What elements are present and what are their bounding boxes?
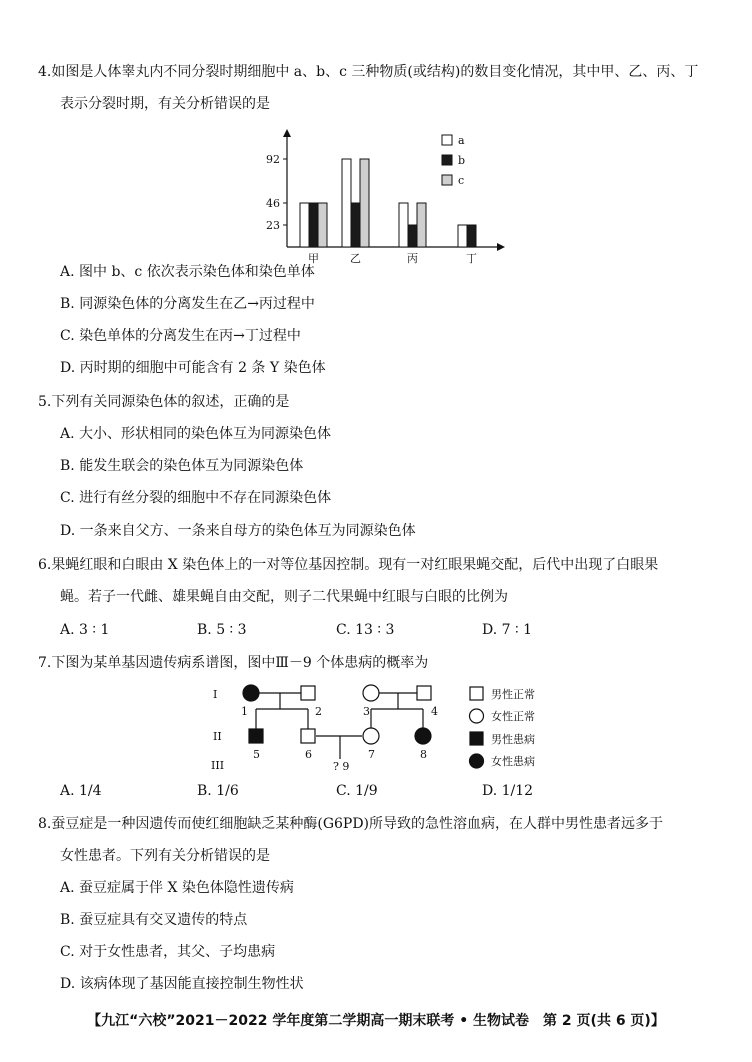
x-tick-label: 甲 — [308, 252, 319, 265]
gen-label-III: III — [211, 759, 225, 772]
legend-normal-female: 女性正常 — [491, 710, 535, 723]
q6-option-a: A. 3 ∶ 1 — [60, 622, 110, 638]
q7-option-b: B. 1/6 — [197, 783, 239, 799]
bar-chart — [260, 125, 520, 265]
bar-b-丁 — [467, 225, 476, 247]
legend-affected-female-symbol — [470, 754, 484, 768]
id-1: 1 — [241, 705, 248, 718]
q5-option-c: C. 进行有丝分裂的细胞中不存在同源染色体 — [60, 490, 332, 506]
q4-option-d: D. 丙时期的细胞中可能含有 2 条 Y 染色体 — [60, 360, 326, 376]
legend-swatch-c — [442, 175, 452, 185]
q6-option-d: D. 7 ∶ 1 — [482, 622, 532, 638]
x-axis-arrow — [497, 243, 505, 251]
bar-c-丙 — [417, 203, 426, 247]
legend-affected-female: 女性患病 — [491, 755, 535, 768]
legend-label-a: a — [458, 134, 465, 147]
q8-option-a: A. 蚕豆症属于伴 X 染色体隐性遗传病 — [60, 880, 294, 896]
gen-label-I: I — [213, 688, 218, 701]
id-3: 3 — [363, 705, 370, 718]
legend-label-c: c — [458, 174, 465, 187]
q4-option-c: C. 染色单体的分离发生在丙→丁过程中 — [60, 328, 301, 344]
legend-swatch-a — [442, 135, 452, 145]
legend-affected-male: 男性患病 — [491, 733, 535, 746]
y-tick-label: 92 — [266, 153, 280, 166]
bar-b-丙 — [408, 225, 417, 247]
bar-b-乙 — [351, 203, 360, 247]
q8-option-c: C. 对于女性患者，其父、子均患病 — [60, 944, 276, 960]
individual-4-normal-male — [417, 686, 431, 700]
individual-3-normal-female — [363, 685, 379, 701]
legend-label-b: b — [458, 154, 466, 167]
id-9: ? 9 — [333, 760, 350, 773]
id-8: 8 — [420, 748, 427, 761]
individual-7-normal-female — [363, 728, 379, 744]
q6-option-b: B. 5 ∶ 3 — [197, 622, 247, 638]
q6-stem-line1: 6.果蝇红眼和白眼由 X 染色体上的一对等位基因控制。现有一对红眼果蝇交配，后代中出现了白眼果 — [38, 557, 659, 573]
id-4: 4 — [431, 705, 438, 718]
legend-normal-male: 男性正常 — [491, 688, 535, 701]
q7-option-a: A. 1/4 — [60, 783, 102, 799]
x-tick-label: 乙 — [350, 252, 361, 265]
q7-option-c: C. 1/9 — [336, 783, 378, 799]
q4-option-a: A. 图中 b、c 依次表示染色体和染色单体 — [60, 264, 315, 280]
q8-option-d: D. 该病体现了基因能直接控制生物性状 — [60, 976, 304, 992]
x-tick-label: 丁 — [466, 252, 477, 265]
pedigree-chart — [205, 683, 545, 778]
q4-stem-line1: 4.如图是人体睾丸内不同分裂时期细胞中 a、b、c 三种物质(或结构)的数目变化情况，其中甲、乙、丙、丁 — [38, 64, 699, 80]
q5-option-a: A. 大小、形状相同的染色体互为同源染色体 — [60, 426, 332, 442]
q7-stem: 7.下图为某单基因遗传病系谱图，图中Ⅲ－9 个体患病的概率为 — [38, 655, 429, 671]
y-tick-label: 46 — [266, 197, 280, 210]
bar-c-乙 — [360, 159, 369, 247]
y-axis-arrow — [283, 129, 291, 137]
id-7: 7 — [368, 748, 375, 761]
bar-a-丁 — [458, 225, 467, 247]
q4-stem-line2: 表示分裂时期，有关分析错误的是 — [60, 96, 270, 112]
legend-normal-female-symbol — [470, 709, 484, 723]
page-footer: 【九江“六校”2021－2022 学年度第二学期高一期末联考 • 生物试卷 第 2 页(共 6 页)】 — [87, 1013, 665, 1029]
individual-1-affected-female — [243, 685, 259, 701]
legend-swatch-b — [442, 155, 452, 165]
bar-a-乙 — [342, 159, 351, 247]
id-5: 5 — [253, 748, 260, 761]
individual-8-affected-female — [415, 728, 431, 744]
q6-stem-line2: 蝇。若子一代雌、雄果蝇自由交配，则子二代果蝇中红眼与白眼的比例为 — [60, 589, 508, 605]
q8-stem-line2: 女性患者。下列有关分析错误的是 — [60, 848, 270, 864]
q7-option-d: D. 1/12 — [482, 783, 534, 799]
bar-c-甲 — [318, 203, 327, 247]
gen-label-II: II — [213, 730, 222, 743]
bar-a-丙 — [399, 203, 408, 247]
individual-5-affected-male — [249, 729, 263, 743]
q5-option-b: B. 能发生联会的染色体互为同源染色体 — [60, 458, 304, 474]
bar-b-甲 — [309, 203, 318, 247]
individual-6-normal-male — [301, 729, 315, 743]
bar-a-甲 — [300, 203, 309, 247]
q5-stem: 5.下列有关同源染色体的叙述，正确的是 — [38, 394, 290, 410]
legend-normal-male-symbol — [470, 687, 483, 700]
id-6: 6 — [305, 748, 312, 761]
y-tick-label: 23 — [266, 219, 280, 232]
q8-option-b: B. 蚕豆症具有交叉遗传的特点 — [60, 912, 248, 928]
id-2: 2 — [315, 705, 322, 718]
individual-2-normal-male — [301, 686, 315, 700]
q4-option-b: B. 同源染色体的分离发生在乙→丙过程中 — [60, 296, 315, 312]
q6-option-c: C. 13 ∶ 3 — [336, 622, 395, 638]
x-tick-label: 丙 — [407, 252, 418, 265]
q5-option-d: D. 一条来自父方、一条来自母方的染色体互为同源染色体 — [60, 523, 416, 539]
legend-affected-male-symbol — [470, 732, 483, 745]
q8-stem-line1: 8.蚕豆症是一种因遗传而使红细胞缺乏某种酶(G6PD)所导致的急性溶血病，在人群中男性患者远多于 — [38, 816, 664, 832]
